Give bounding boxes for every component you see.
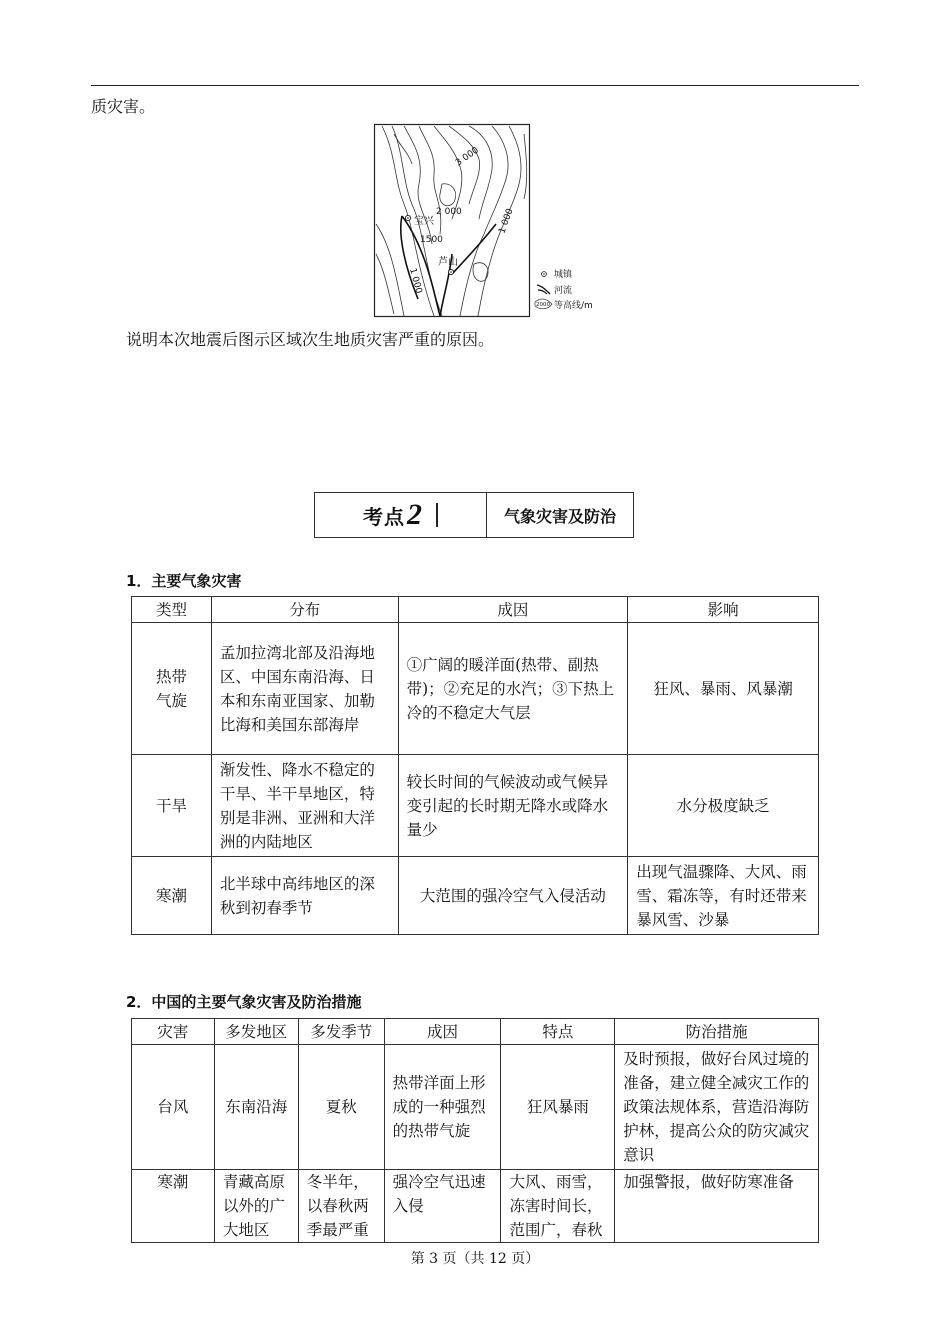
header-cell: 多发季节 bbox=[298, 1019, 384, 1045]
cause-cell: 较长时间的气候波动或气候异变引起的长时期无降水或降水量少 bbox=[398, 755, 628, 857]
distribution-cell: 北半球中高纬地区的深秋到初春季节 bbox=[211, 857, 398, 935]
cause-cell: ①广阔的暖洋面(热带、副热带)；②充足的水汽；③下热上冷的不稳定大气层 bbox=[398, 623, 628, 755]
cause-cell: 大范围的强冷空气入侵活动 bbox=[398, 857, 628, 935]
measure-cell: 及时预报，做好台风过境的准备，建立健全减灾工作的政策法规体系，营造沿海防护林，提高公众的防灾减灾意识 bbox=[615, 1045, 819, 1170]
legend-contour: 等高线/m bbox=[554, 301, 593, 311]
header-cell: 类型 bbox=[132, 597, 212, 623]
contour-label-1000-east: 1 000 bbox=[497, 207, 516, 236]
type-cell: 寒潮 bbox=[132, 857, 212, 935]
type-cell: 干旱 bbox=[132, 755, 212, 857]
season-cell: 冬半年，以春秋两季最严重 bbox=[298, 1170, 384, 1243]
feature-cell: 狂风暴雨 bbox=[501, 1045, 615, 1170]
season-cell: 夏秋 bbox=[298, 1045, 384, 1170]
table-row bbox=[132, 623, 819, 755]
header-cell: 分布 bbox=[211, 597, 398, 623]
header-cell: 成因 bbox=[384, 1019, 501, 1045]
feature-cell: 大风、雨雪，冻害时间长，范围广，春秋 bbox=[501, 1170, 615, 1243]
impact-cell: 水分极度缺乏 bbox=[628, 755, 819, 857]
measure-cell: 加强警报，做好防寒准备 bbox=[615, 1170, 819, 1243]
legend-contour-sample: 2000 bbox=[536, 302, 550, 308]
disaster-cell: 台风 bbox=[132, 1045, 215, 1170]
contour-label-3000: 3 000 bbox=[453, 145, 481, 169]
page-footer: 第 3 页（共 12 页） bbox=[410, 1251, 540, 1267]
header-cell: 多发地区 bbox=[214, 1019, 298, 1045]
kaodian-title: 气象灾害及防治 bbox=[503, 506, 616, 526]
header-rule bbox=[91, 85, 859, 86]
distribution-cell: 渐发性、降水不稳定的干旱、半干旱地区，特别是非洲、亚洲和大洋洲的内陆地区 bbox=[211, 755, 398, 857]
region-cell: 青藏高原以外的广大地区 bbox=[214, 1170, 298, 1243]
table-row bbox=[132, 857, 819, 935]
map-legend bbox=[535, 268, 593, 311]
section2-title: 2．中国的主要气象灾害及防治措施 bbox=[126, 993, 362, 1011]
type-cell: 热带 气旋 bbox=[132, 623, 212, 755]
table-header-row bbox=[132, 1019, 819, 1045]
header-cell: 成因 bbox=[398, 597, 628, 623]
table-header-row bbox=[132, 597, 819, 623]
header-cell: 灾害 bbox=[132, 1019, 215, 1045]
continuation-text: 质灾害。 bbox=[91, 97, 156, 116]
kaodian-banner bbox=[314, 492, 634, 538]
legend-town: 城镇 bbox=[554, 270, 573, 280]
meteorological-disaster-table bbox=[131, 596, 819, 935]
impact-cell: 出现气温骤降、大风、雨雪、霜冻等，有时还带来暴风雪、沙暴 bbox=[628, 857, 819, 935]
distribution-cell: 孟加拉湾北部及沿海地区、中国东南沿海、日本和东南亚国家、加勒比海和美国东部海岸 bbox=[211, 623, 398, 755]
table-row bbox=[132, 1045, 819, 1170]
china-disaster-table bbox=[131, 1018, 819, 1243]
topographic-map bbox=[374, 124, 593, 318]
section1-title: 1．主要气象灾害 bbox=[126, 572, 242, 590]
table-row bbox=[132, 1170, 819, 1243]
town-label-baoxing: 宝兴 bbox=[414, 216, 434, 227]
header-cell: 防治措施 bbox=[615, 1019, 819, 1045]
contour-label-1500: 1500 bbox=[420, 235, 443, 245]
kaodian-divider bbox=[436, 503, 438, 527]
table-row bbox=[132, 755, 819, 857]
disaster-cell: 寒潮 bbox=[132, 1170, 215, 1243]
contour-label-1000-west: 1 000 bbox=[407, 267, 424, 295]
town-label-lushan: 芦山 bbox=[438, 257, 458, 268]
cause-cell: 热带洋面上形成的一种强烈的热带气旋 bbox=[384, 1045, 501, 1170]
cause-cell: 强冷空气迅速入侵 bbox=[384, 1170, 501, 1243]
contour-label-2000: 2 000 bbox=[436, 207, 462, 217]
header-cell: 特点 bbox=[501, 1019, 615, 1045]
kaodian-label: 考点 bbox=[363, 504, 405, 529]
kaodian-number: 2 bbox=[407, 498, 422, 531]
legend-river: 河流 bbox=[554, 286, 573, 296]
header-cell: 影响 bbox=[628, 597, 819, 623]
question-text: 说明本次地震后图示区域次生地质灾害严重的原因。 bbox=[126, 330, 495, 349]
impact-cell: 狂风、暴雨、风暴潮 bbox=[628, 623, 819, 755]
region-cell: 东南沿海 bbox=[214, 1045, 298, 1170]
